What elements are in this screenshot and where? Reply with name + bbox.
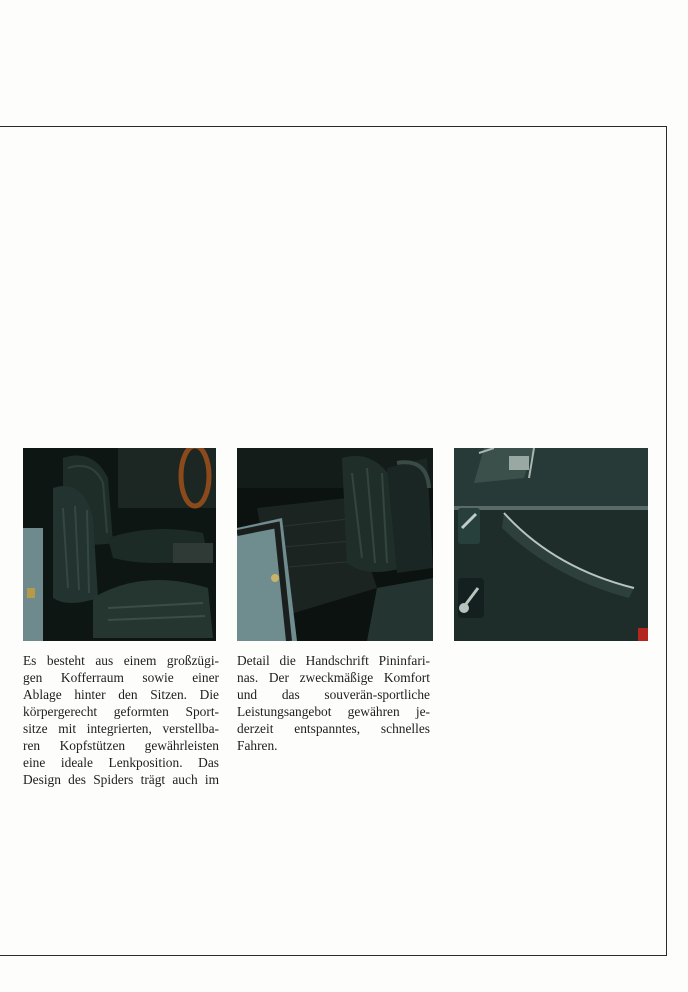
- text-line: Detail die Handschrift Pininfari-: [237, 653, 430, 668]
- text-line: körpergerecht geformten Sport-: [23, 704, 219, 719]
- photo-sport-seats: [23, 448, 216, 641]
- text-line: eine ideale Lenkposition. Das: [23, 755, 219, 770]
- text-line: Leistungsangebot gewähren je-: [237, 704, 430, 719]
- text-line: Ablage hinter den Sitzen. Die: [23, 687, 219, 702]
- text-line: gen Kofferraum sowie einer: [23, 670, 219, 685]
- text-line: ren Kopfstützen gewährleisten: [23, 738, 219, 753]
- text-line: nas. Der zweckmäßige Komfort: [237, 670, 430, 685]
- text-line: Fahren.: [237, 738, 278, 753]
- text-line: sitze mit integrierten, verstellba-: [23, 721, 219, 736]
- photo-door-panel: [454, 448, 648, 641]
- text-line: derzeit entspanntes, schnelles: [237, 721, 430, 736]
- photo-open-door: [237, 448, 433, 641]
- text-line: und das souverän-sportliche: [237, 687, 430, 702]
- text-column-left: [23, 652, 219, 788]
- text-line: Es besteht aus einem großzügi-: [23, 653, 219, 668]
- text-column-middle: [237, 652, 430, 754]
- text-line: Design des Spiders trägt auch im: [23, 772, 219, 787]
